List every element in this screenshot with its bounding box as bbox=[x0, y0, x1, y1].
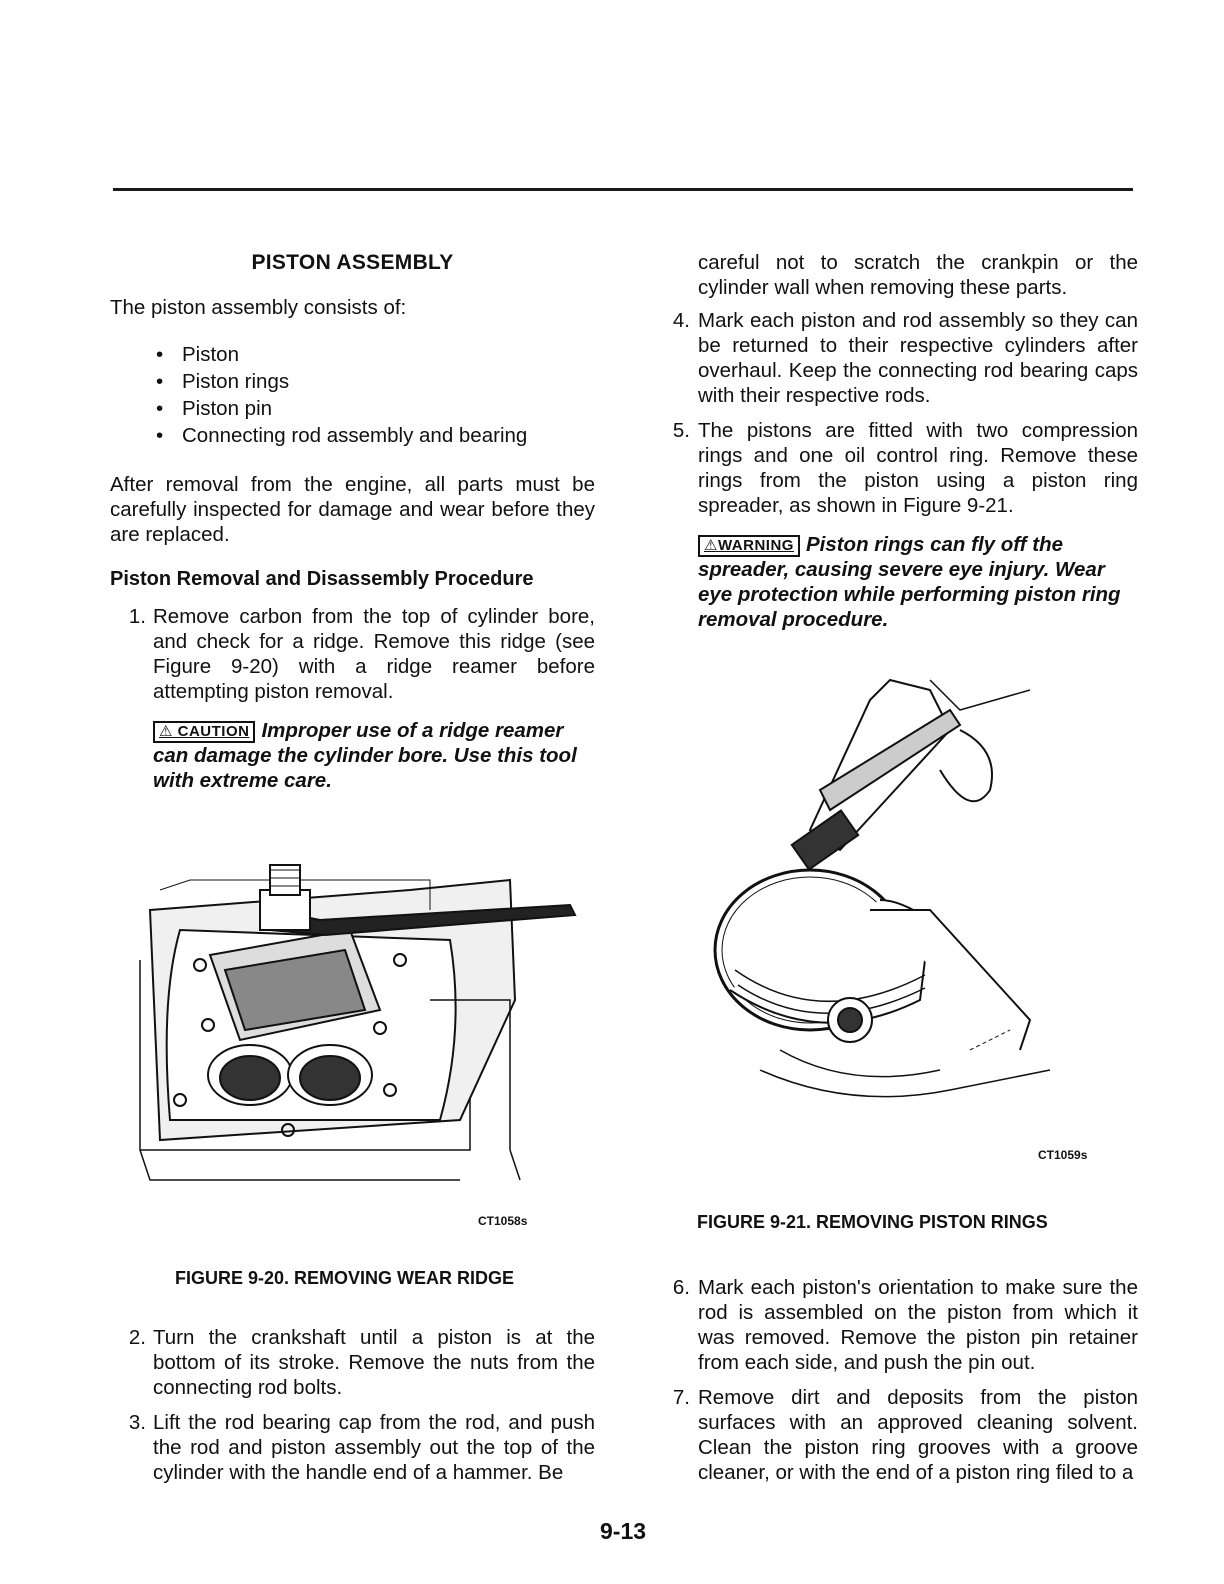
warning-text: Piston rings can fly off the spreader, causing severe eye injury. Wear eye protection while performing piston ring removal procedure. bbox=[698, 533, 1121, 631]
figure-caption: FIGURE 9-20. REMOVING WEAR RIDGE bbox=[175, 1268, 515, 1288]
figure-code: CT1058s bbox=[478, 1214, 528, 1228]
components-list bbox=[156, 342, 595, 448]
warning-label: WARNING bbox=[717, 537, 794, 554]
warning-tag bbox=[698, 535, 800, 557]
inspection-note: After removal from the engine, all parts must be carefully inspected for damage and wear before they are replaced. bbox=[110, 473, 595, 546]
figure-caption: FIGURE 9-21. REMOVING PISTON RINGS bbox=[697, 1212, 1048, 1232]
left-steps-continued bbox=[110, 1325, 595, 1495]
step-number: 6. bbox=[672, 1276, 690, 1299]
step-text: Mark each piston's orientation to make sure the rod is assembled on the piston from which it was removed. Remove the piston pin retainer from each side, and push the pin out. bbox=[698, 1276, 1138, 1374]
step-number: 5. bbox=[672, 419, 690, 442]
step-4 bbox=[668, 308, 1138, 408]
caution-notice bbox=[153, 718, 595, 793]
step-5 bbox=[668, 418, 1138, 518]
step-text: The pistons are fitted with two compression rings and one oil control ring. Remove these rings from the piston using a piston ring spreader, as shown in Figure 9-21. bbox=[698, 419, 1138, 517]
right-column bbox=[668, 250, 1138, 632]
intro-text: The piston assembly consists of: bbox=[110, 296, 407, 319]
warning-notice bbox=[698, 532, 1138, 632]
caution-tag bbox=[153, 721, 255, 743]
page-number: 9-13 bbox=[600, 1518, 647, 1544]
figure-9-21-illustration bbox=[700, 670, 1120, 1130]
right-steps-continued bbox=[668, 1275, 1138, 1495]
section-title: PISTON ASSEMBLY bbox=[251, 251, 454, 274]
step-2 bbox=[110, 1325, 595, 1400]
list-item: • Connecting rod assembly and bearing bbox=[156, 423, 595, 448]
step-3 bbox=[110, 1410, 595, 1485]
warning-triangle-icon: ⚠ bbox=[159, 723, 173, 740]
caution-label: CAUTION bbox=[177, 723, 250, 740]
step-1 bbox=[110, 604, 595, 704]
step-text: Mark each piston and rod assembly so they can be returned to their respective cylinders after overhaul. Keep the connecting rod bearing caps with their respective rods. bbox=[698, 309, 1138, 407]
list-item: • Piston rings bbox=[156, 369, 595, 394]
step-text: Turn the crankshaft until a piston is at the bottom of its stroke. Remove the nuts from the connecting rod bolts. bbox=[153, 1326, 595, 1399]
figure-9-20-illustration bbox=[130, 850, 590, 1205]
step-number: 3. bbox=[128, 1411, 146, 1434]
step-text: Lift the rod bearing cap from the rod, and push the rod and piston assembly out the top of the cylinder with the handle end of a hammer. Be bbox=[153, 1411, 595, 1484]
procedure-heading: Piston Removal and Disassembly Procedure bbox=[110, 568, 534, 590]
step-number: 1. bbox=[128, 605, 146, 628]
step-7 bbox=[668, 1385, 1138, 1485]
list-item: • Piston bbox=[156, 342, 595, 367]
step-text: Remove dirt and deposits from the piston surfaces with an approved cleaning solvent. Clean the piston ring grooves with a groove cleaner, or with the end of a piston ring filed to a bbox=[698, 1386, 1138, 1484]
step-number: 4. bbox=[672, 309, 690, 332]
step-number: 2. bbox=[128, 1326, 146, 1349]
figure-code: CT1059s bbox=[1038, 1148, 1088, 1162]
caution-text: Improper use of a ridge reamer can damage the cylinder bore. Use this tool with extreme care. bbox=[153, 719, 577, 792]
header-rule bbox=[113, 188, 1133, 191]
step-6 bbox=[668, 1275, 1138, 1375]
left-column bbox=[110, 250, 595, 793]
list-item: • Piston pin bbox=[156, 396, 595, 421]
step-number: 7. bbox=[672, 1386, 690, 1409]
warning-triangle-icon: ⚠ bbox=[704, 537, 718, 554]
step-text: Remove carbon from the top of cylinder bore, and check for a ridge. Remove this ridge (see Figure 9-20) with a ridge reamer before attempting piston removal. bbox=[153, 605, 595, 703]
step-3-continued: careful not to scratch the crankpin or the cylinder wall when removing these parts. bbox=[698, 251, 1138, 299]
